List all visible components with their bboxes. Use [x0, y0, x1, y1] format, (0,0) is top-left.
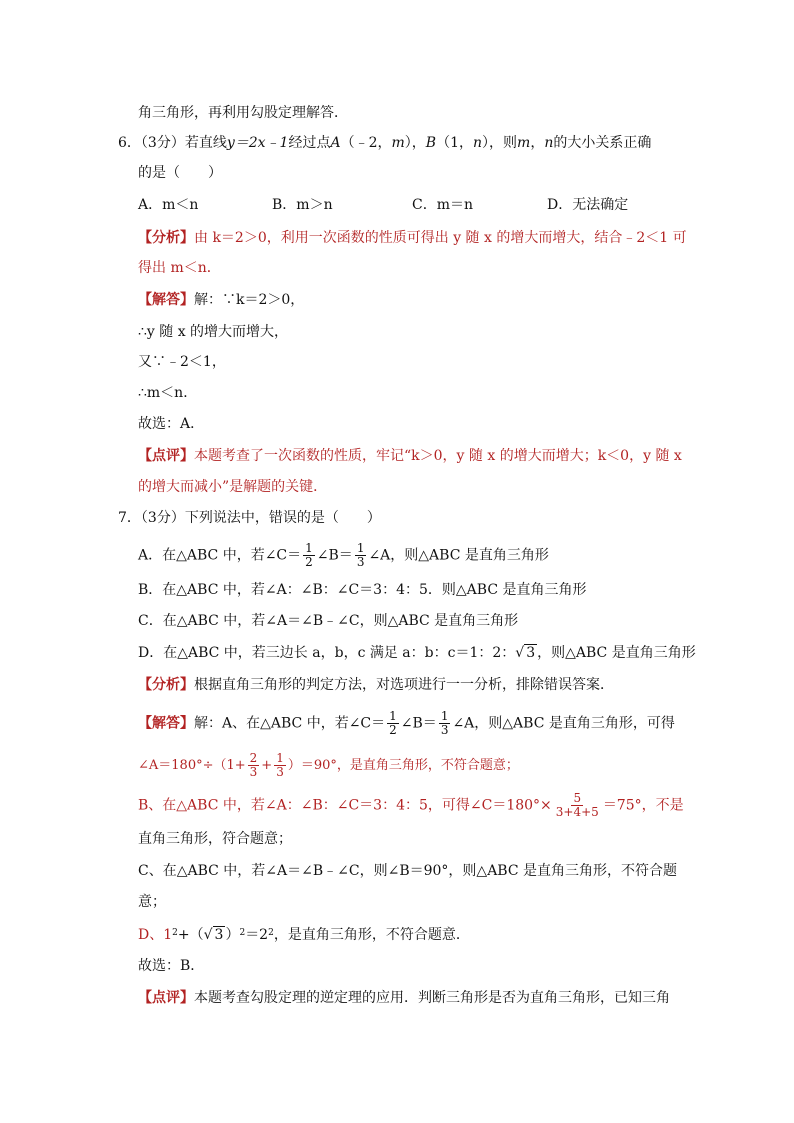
q6-solution-step: 又∵﹣2＜1， [138, 354, 226, 370]
q7-option-d: D．在△ABC 中，若三边长 a，b，c 满足 a：b：c＝1：2：√ 3 ，则△ABC 是直角三角形 [138, 645, 696, 661]
q7-solution-d: D、$1^2+(√$ 3 ）$^2=2^2$，是直角三角形，不符合题意． [138, 927, 470, 943]
fraction: $\frac{1}{3}$ [440, 709, 449, 737]
q7-answer: 故选：B． [138, 958, 205, 974]
sqrt-symbol: √ 3 [515, 645, 536, 661]
q7-solution-b: B、在△ABC 中，若∠A：∠B：∠C＝3：4：5，可得∠C＝180°× $\frac{5}{3+4+5}$ ＝75°，不是 [138, 791, 684, 819]
q7-solution-c-line2: 意； [138, 894, 166, 910]
q6-solution: 【解答】解：∵k＝2＞0， [138, 292, 305, 308]
fraction: $\frac{2}{3}$ [249, 751, 258, 779]
review-tag: 【点评】 [138, 990, 194, 1006]
q7-option-a: A．在△ABC 中，若∠C＝ $\frac{1}{2}$ ∠B＝ $\frac{1}{3}$ ∠A，则△ABC 是直角三角形 [138, 541, 549, 569]
q7-solution: 【解答】解：A、在△ABC 中，若∠C＝ $\frac{1}{2}$ ∠B＝ $\frac{1}{3}$ ∠A，则△ABC 是直角三角形，可得 [138, 709, 675, 737]
q6-number: 6． [118, 135, 141, 151]
fraction: $\frac{1}{3}$ [276, 751, 284, 779]
q7-number: 7． [118, 510, 141, 526]
q6-option-d: D．无法确定 [547, 197, 629, 213]
q6-answer: 故选：A． [138, 416, 205, 432]
q6-option-b: B．m＞n [272, 197, 333, 213]
q6-solution-step: ∴m＜n． [138, 385, 198, 401]
analysis-tag: 【分析】 [138, 677, 194, 693]
sqrt-symbol: √ 3 [203, 927, 224, 943]
solution-tag: 【解答】 [138, 715, 194, 732]
q6-stem: 6．（3分）若直线y＝2x﹣1经过点A（﹣2，m），B（1，n），则m，n的大小关系正确 [118, 135, 652, 151]
q7-option-b: B．在△ABC 中，若∠A：∠B：∠C＝3：4：5．则△ABC 是直角三角形 [138, 582, 587, 598]
q6-solution-step: ∴y 随 x 的增大而增大， [138, 324, 289, 340]
q7-solution-a-calc: ∠A＝180°÷（1+ $\frac{2}{3}$ + $\frac{1}{3}$ ）＝90°，是直角三角形，不符合题意； [138, 751, 519, 779]
q7-analysis: 【分析】根据直角三角形的判定方法，对选项进行一一分析，排除错误答案． [138, 677, 614, 693]
solution-tag: 【解答】 [138, 292, 194, 308]
q6-option-c: C．m＝n [412, 197, 474, 213]
q7-stem: 7．（3分）下列说法中，错误的是（ ） [118, 510, 381, 526]
q7-solution-b-line2: 直角三角形，符合题意； [138, 831, 292, 847]
q6-analysis-line2: 得出 m＜n． [138, 260, 221, 276]
fraction: $\frac{1}{3}$ [356, 541, 365, 569]
analysis-tag: 【分析】 [138, 230, 194, 246]
review-tag: 【点评】 [138, 448, 194, 464]
q7-review: 【点评】本题考查勾股定理的逆定理的应用．判断三角形是否为直角三角形，已知三角 [138, 990, 670, 1006]
q7-option-c: C．在△ABC 中，若∠A＝∠B﹣∠C，则△ABC 是直角三角形 [138, 613, 519, 629]
q7-solution-c: C、在△ABC 中，若∠A＝∠B﹣∠C，则∠B＝90°，则△ABC 是直角三角形，不符合题 [138, 863, 678, 879]
fraction: $\frac{5}{3+4+5}$ [555, 791, 599, 819]
fraction: $\frac{1}{2}$ [389, 709, 397, 737]
q6-option-a: A．m＜n [138, 197, 199, 213]
q6-stem-line2: 的是（ ） [138, 165, 222, 181]
q6-review: 【点评】本题考查了一次函数的性质，牢记“k＞0，y 随 x 的增大而增大；k＜0，y 随 x [138, 448, 682, 464]
q6-review-line2: 的增大而减小”是解题的关键． [138, 479, 328, 495]
q6-analysis: 【分析】由 k＝2＞0，利用一次函数的性质可得出 y 随 x 的增大而增大，结合﹣2＜1 可 [138, 230, 687, 246]
continued-text: 角三角形，再利用勾股定理解答． [138, 105, 348, 121]
fraction: $\frac{1}{2}$ [305, 541, 313, 569]
